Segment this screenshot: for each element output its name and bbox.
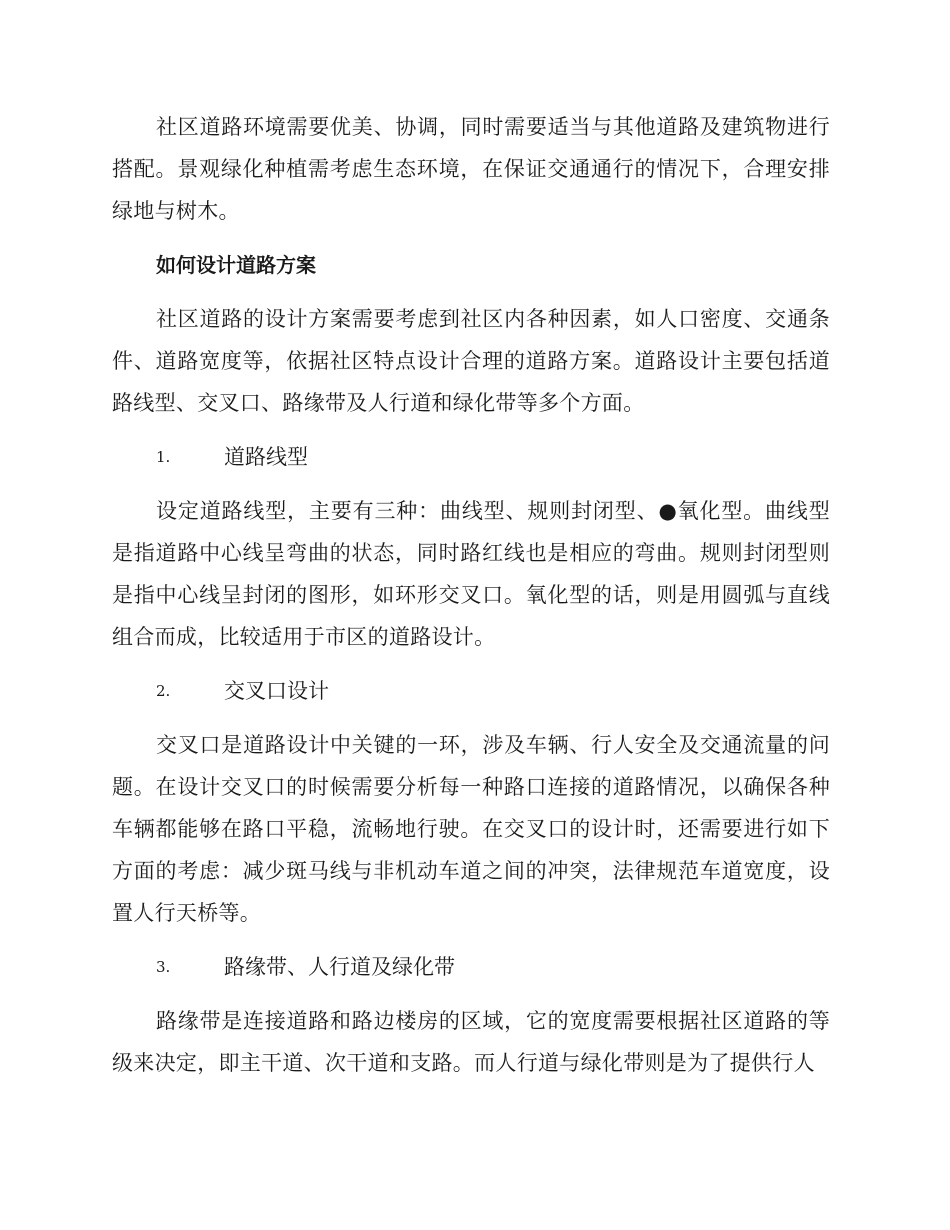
list-number: 2. [156,682,171,700]
list-item-curb-sidewalk [112,946,830,988]
list-title: 路缘带、人行道及绿化带 [224,955,455,979]
paragraph-intersection: 交叉口是道路设计中关键的一环，涉及车辆、行人安全及交通流量的问题。在设计交叉口的时候需要分析每一种路口连接的道路情况，以确保各种车辆都能够在路口平稳，流畅地行驶。在交叉口的设计时，还需要进行如下方面的考虑：减少斑马线与非机动车道之间的冲突，法律规范车道宽度，设置人行天桥等。 [112,733,830,925]
paragraph-design-intro: 社区道路的设计方案需要考虑到社区内各种因素，如人口密度、交通条件、道路宽度等，依据社区特点设计合理的道路方案。道路设计主要包括道路线型、交叉口、路缘带及人行道和绿化带等多个方面。 [112,307,830,415]
paragraph-road-alignment: 设定道路线型，主要有三种：曲线型、规则封闭型、●氧化型。曲线型是指道路中心线呈弯曲的状态，同时路红线也是相应的弯曲。规则封闭型则是指中心线呈封闭的图形，如环形交叉口。氧化型的话，则是用圆弧与直线组合而成，比较适用于市区的道路设计。 [112,499,830,649]
paragraph-curb-sidewalk: 路缘带是连接道路和路边楼房的区域，它的宽度需要根据社区道路的等级来决定，即主干道、次干道和支路。而人行道与绿化带则是为了提供行人 [112,1009,830,1075]
list-number: 1. [156,448,171,466]
list-title: 道路线型 [224,445,308,469]
list-title: 交叉口设计 [224,679,329,703]
section-heading: 如何设计道路方案 [156,253,316,277]
list-item-intersection [112,670,830,712]
list-number: 3. [156,958,171,976]
document-page [112,106,830,1096]
list-item-road-alignment [112,436,830,478]
paragraph-road-environment: 社区道路环境需要优美、协调，同时需要适当与其他道路及建筑物进行搭配。景观绿化种植需考虑生态环境，在保证交通通行的情况下，合理安排绿地与树木。 [112,115,830,223]
